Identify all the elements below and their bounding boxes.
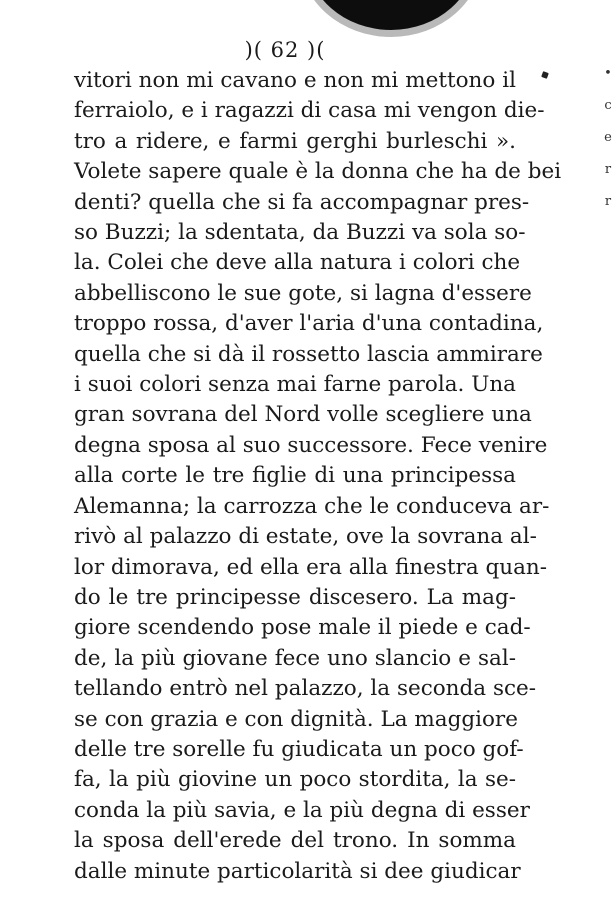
text-line: quella che si dà il rossetto lascia ammirare [74,341,543,367]
text-line: alla corte le tre figlie di una principessa [74,463,516,489]
text-line: dalle minute particolarità si dee giudicar [74,858,521,884]
dark-ink-blob [306,0,476,30]
text-line: delle tre sorelle fu giudicata un poco gof- [74,736,524,762]
text-line: troppo rossa, d'aver l'aria d'una contadina, [74,311,544,337]
text-line: la. Colei che deve alla natura i colori che [74,250,521,276]
text-line: la sposa dell'erede del trono. In somma [74,828,516,854]
right-edge-bleed-marks [602,58,614,218]
text-line: tro a ridere, e farmi gerghi burleschi ». [74,128,516,154]
text-line: Alemanna; la carrozza che le conduceva ar- [74,493,550,519]
text-line: rivò al palazzo di estate, ove la sovrana al- [74,524,537,550]
text-line: denti? quella che si fa accompagnar pres- [74,189,530,215]
text-line: vitori non mi cavano e non mi mettono il [74,68,516,93]
text-line: de, la più giovane fece uno slancio e sal- [74,645,516,671]
text-line: lor dimorava, ed ella era alla finestra quan- [74,554,548,580]
text-line: ferraiolo, e i ragazzi di casa mi vengon die- [74,98,545,124]
edge-mark: r [604,194,612,209]
text-line: conda la più savia, e la più degna di esser [74,797,530,823]
text-line: giore scendendo pose male il piede e cad- [74,615,531,641]
text-line: do le tre principesse discesero. La mag- [74,584,516,610]
text-line: abbelliscono le sue gote, si lagna d'essere [74,280,532,306]
text-line: degna sposa al suo successore. Fece venire [74,432,548,458]
text-line: fa, la più giovine un poco stordita, la se- [74,767,516,793]
edge-mark: e [604,130,612,145]
edge-mark: • [604,66,612,81]
edge-mark: r [604,162,612,177]
text-line: so Buzzi; la sdentata, da Buzzi va sola so- [74,220,526,246]
text-line: gran sovrana del Nord volle scegliere una [74,402,532,428]
text-line: Volete sapere quale è la donna che ha de bei [74,159,562,185]
text-line: i suoi colori senza mai farne parola. Una [74,372,516,398]
edge-mark: c [604,98,612,113]
page-number: )( 62 )( [244,38,326,62]
text-line: se con grazia e con dignità. La maggiore [74,706,518,732]
body-text [74,66,562,887]
text-line: tellando entrò nel palazzo, la seconda sce- [74,676,537,702]
ink-speck [541,71,549,79]
